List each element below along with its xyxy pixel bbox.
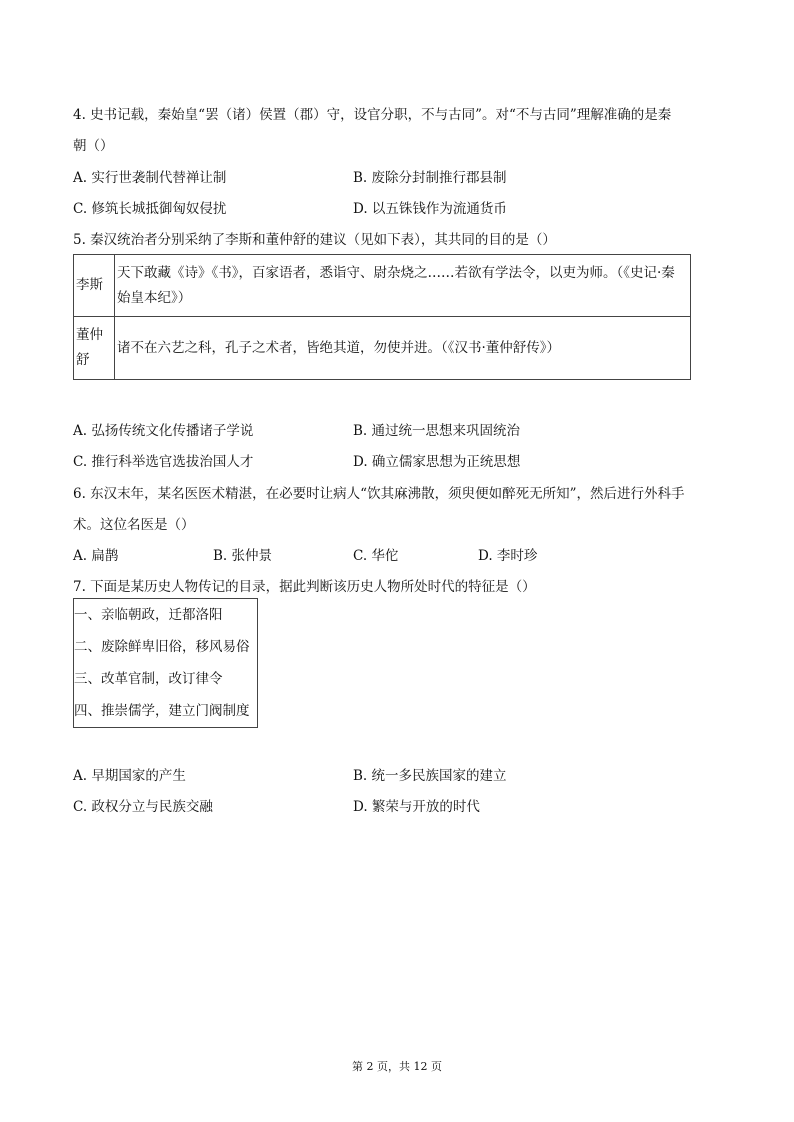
page-footer: 第 2 页，共 12 页 xyxy=(352,1060,442,1073)
q4-stem-line1: 4. 史书记载，秦始皇“罢（诸）侯置（郡）守，设官分职，不与古同”。对“不与古同”理解准确的是秦 xyxy=(73,107,672,123)
q5-option-d: D. 确立儒家思想为正统思想 xyxy=(353,454,521,470)
q5-table-row xyxy=(74,317,691,380)
q5-table xyxy=(73,254,691,380)
q7-stem: 7. 下面是某历史人物传记的目录，据此判断该历史人物所处时代的特征是（） xyxy=(73,579,536,595)
q5-table-row xyxy=(74,255,691,317)
q7-toc-item: 四、推崇儒学，建立门阀制度 xyxy=(74,703,250,719)
q7-option-d: D. 繁荣与开放的时代 xyxy=(353,799,480,815)
q7-option-a: A. 早期国家的产生 xyxy=(73,768,186,784)
q4-option-b: B. 废除分封制推行郡县制 xyxy=(353,170,507,186)
q4-option-a: A. 实行世袭制代替禅让制 xyxy=(73,170,227,186)
q7-toc-box xyxy=(73,598,258,728)
q6-option-b: B. 张仲景 xyxy=(213,548,273,564)
q6-option-a: A. 扁鹊 xyxy=(73,548,119,564)
q5-option-a: A. 弘扬传统文化传播诸子学说 xyxy=(73,423,254,439)
q7-toc-item: 三、改革官制，改订律令 xyxy=(74,671,223,687)
q6-option-d: D. 李时珍 xyxy=(478,548,538,564)
q5-row2-name: 董仲舒 xyxy=(74,317,115,380)
q4-option-d: D. 以五铢钱作为流通货币 xyxy=(353,201,507,217)
q7-toc-item: 二、废除鲜卑旧俗，移风易俗 xyxy=(74,639,250,655)
q4-stem-line2: 朝（） xyxy=(73,138,114,154)
q5-option-b: B. 通过统一思想来巩固统治 xyxy=(353,423,521,439)
q5-option-c: C. 推行科举选官选拔治国人才 xyxy=(73,454,254,470)
q6-stem-line2: 术。这位名医是（） xyxy=(73,517,195,533)
q6-option-c: C. 华佗 xyxy=(353,548,399,564)
q7-option-c: C. 政权分立与民族交融 xyxy=(73,799,213,815)
q5-row1-text: 天下敢藏《诗》《书》，百家语者，悉诣守、尉杂烧之……若欲有学法令，以吏为师。（《史记·秦始皇本纪》） xyxy=(115,255,691,317)
q7-option-b: B. 统一多民族国家的建立 xyxy=(353,768,507,784)
q5-row2-text: 诸不在六艺之科，孔子之术者，皆绝其道，勿使并进。（《汉书·董仲舒传》） xyxy=(115,317,691,380)
q5-stem: 5. 秦汉统治者分别采纳了李斯和董仲舒的建议（见如下表），其共同的目的是（） xyxy=(73,232,556,248)
q4-option-c: C. 修筑长城抵御匈奴侵扰 xyxy=(73,201,227,217)
q5-row1-name: 李斯 xyxy=(74,255,115,317)
q7-toc-item: 一、亲临朝政，迁都洛阳 xyxy=(74,607,223,623)
q6-stem-line1: 6. 东汉末年，某名医医术精湛，在必要时让病人“饮其麻沸散，须臾便如醉死无所知”，然后进行外科手 xyxy=(73,486,685,502)
